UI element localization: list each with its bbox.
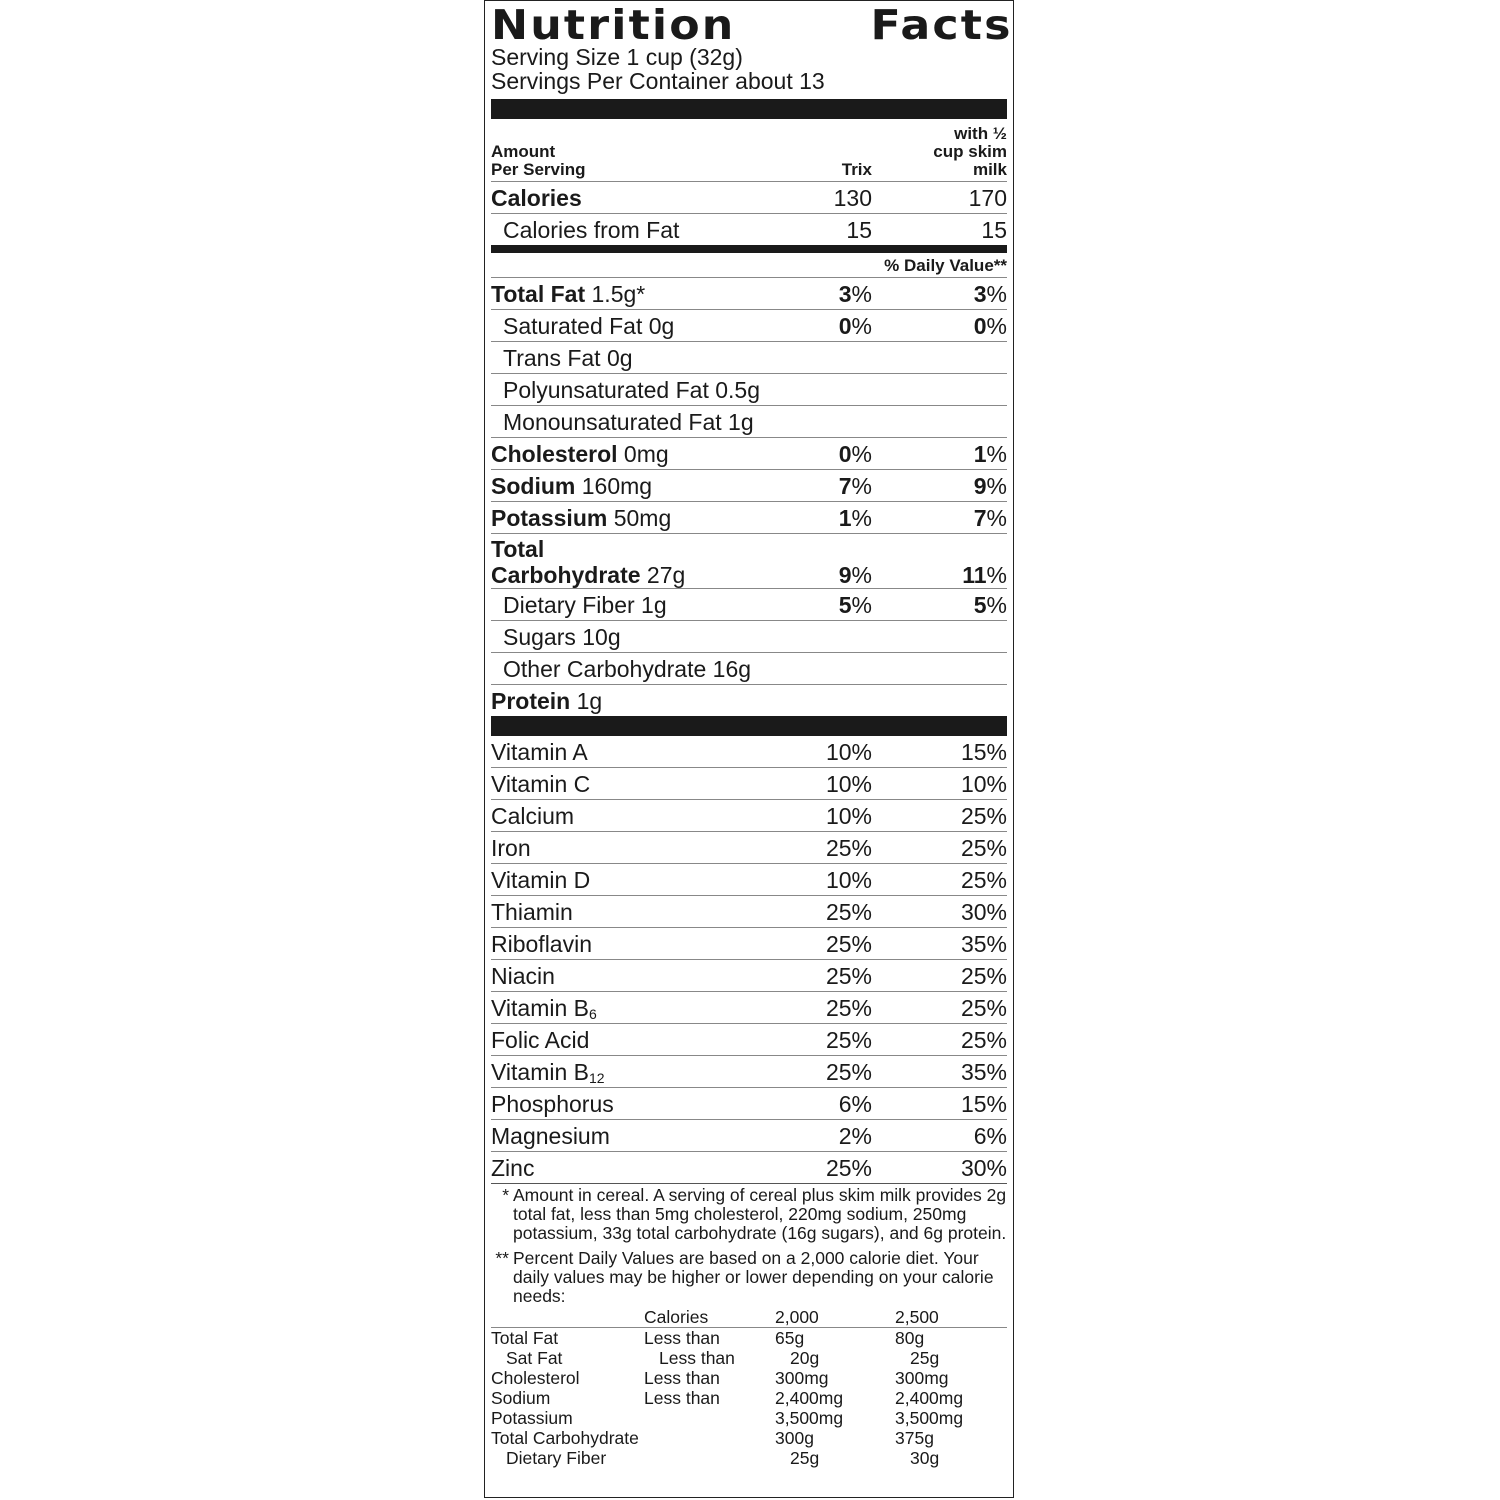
vitamin-name-text: Niacin: [491, 963, 555, 989]
dv-row-2000: 65g: [775, 1328, 805, 1348]
vitamin-row: [491, 832, 1007, 864]
dv-percent: %: [851, 281, 872, 307]
vitamin-name: [491, 1088, 752, 1119]
column-header: [491, 119, 1007, 182]
dv-table-row: [491, 1448, 1007, 1468]
vitamin-row: [491, 960, 1007, 992]
calories-from-fat-label: Calories from Fat: [503, 217, 680, 243]
dv-percent: %: [851, 562, 872, 588]
daily-value-table: [491, 1307, 1007, 1468]
col-milk-line1: with ½: [954, 124, 1007, 143]
vitamin-dv-trix: 25%: [825, 1155, 872, 1181]
divider-thick: [491, 99, 1007, 119]
dv-percent: %: [986, 505, 1007, 531]
vitamin-dv-trix: 25%: [825, 995, 872, 1021]
dv-number: 7: [838, 473, 852, 499]
vitamin-dv-milk: 35%: [960, 931, 1007, 957]
vitamin-name: [491, 928, 752, 959]
dv-row-name: Sat Fat: [506, 1348, 563, 1368]
vitamin-name-text: Vitamin C: [491, 771, 591, 797]
vitamin-dv-trix: 6%: [838, 1091, 872, 1117]
nutrient-amount: 1.5g*: [585, 281, 646, 307]
dv-row-2000: 2,400mg: [775, 1388, 844, 1408]
vitamin-name-text: Phosphorus: [491, 1091, 614, 1117]
vitamin-name-text: Vitamin B: [491, 995, 590, 1021]
col-milk-line3: milk: [972, 160, 1007, 179]
nutrient-amount: Monounsaturated Fat 1g: [503, 409, 754, 435]
nutrient-dv-trix: [752, 503, 872, 533]
vitamin-dv-milk: 30%: [960, 899, 1007, 925]
nutrient-row: [491, 374, 1007, 406]
nutrient-dv-trix: [752, 439, 872, 469]
nutrient-name: [491, 407, 754, 437]
divider-thick-vitamins: [491, 716, 1007, 736]
vitamin-row: [491, 864, 1007, 896]
nutrient-row: [491, 685, 1007, 716]
dv-row-2500: 300mg: [895, 1368, 949, 1388]
col-trix-header: Trix: [841, 160, 872, 179]
footnote-mark: *: [502, 1185, 509, 1205]
dv-number: 9: [838, 562, 852, 588]
vitamin-dv-milk: 15%: [960, 1091, 1007, 1117]
vitamin-name: [491, 736, 752, 767]
nutrient-amount: Polyunsaturated Fat 0.5g: [503, 377, 760, 403]
nutrient-row: [491, 310, 1007, 342]
nutrient-name: [491, 503, 752, 533]
dv-header-2500: 2,500: [895, 1307, 939, 1327]
dv-number: 1: [838, 505, 852, 531]
dv-header-calories: Calories: [644, 1307, 709, 1327]
vitamin-dv-milk: 25%: [960, 867, 1007, 893]
vitamin-dv-trix: 25%: [825, 1059, 872, 1085]
cff-milk: 15: [981, 217, 1007, 243]
col-milk-header: [872, 125, 1007, 179]
dv-row-name: Total Carbohydrate: [491, 1428, 639, 1448]
calories-from-fat-row: [491, 214, 1007, 245]
nutrient-dv-milk: [872, 590, 1007, 620]
nutrient-row: [491, 589, 1007, 621]
nutrient-dv-trix: [752, 471, 872, 501]
nutrient-name-bold: Total Fat: [491, 281, 586, 307]
vitamin-row: [491, 896, 1007, 928]
dv-header-blank: [491, 1307, 644, 1327]
dv-number: 3: [838, 281, 852, 307]
nutrient-name: [491, 622, 752, 652]
nutrient-dv-trix: [752, 279, 872, 309]
nutrient-dv-milk: [872, 311, 1007, 341]
footnotes: [491, 1186, 1007, 1306]
dv-table-row: [491, 1428, 1007, 1448]
divider-medium: [491, 245, 1007, 253]
dv-percent: %: [986, 562, 1007, 588]
vitamin-name-text: Magnesium: [491, 1123, 610, 1149]
servings-per-container: Servings Per Container about 13: [491, 68, 825, 94]
nutrient-row: [491, 621, 1007, 653]
footnote-2: [491, 1249, 1007, 1306]
vitamin-subscript: 12: [589, 1070, 605, 1086]
vitamin-dv-milk: 30%: [960, 1155, 1007, 1181]
nutrient-name: [491, 311, 752, 341]
dv-table-row: [491, 1328, 1007, 1348]
vitamin-row: [491, 736, 1007, 768]
dv-number: 5: [973, 592, 987, 618]
nutrient-name-bold: Potassium: [491, 505, 608, 531]
nutrient-row: [491, 278, 1007, 310]
dv-row-limit: Less than: [644, 1388, 720, 1408]
nutrient-dv-milk: [872, 279, 1007, 309]
vitamin-name: [491, 992, 752, 1023]
dv-row-name: Sodium: [491, 1388, 551, 1408]
vitamin-name: [491, 768, 752, 799]
dv-row-2000: 20g: [790, 1348, 820, 1368]
dv-table-body: [491, 1328, 1007, 1468]
nutrient-amount: 50mg: [607, 505, 672, 531]
nutrient-row: [491, 534, 1007, 589]
nutrient-dv-trix: [752, 311, 872, 341]
dv-row-2000: 25g: [790, 1448, 820, 1468]
dv-row-name: Total Fat: [491, 1328, 559, 1348]
dv-row-name: Dietary Fiber: [506, 1448, 607, 1468]
vitamin-dv-milk: 6%: [973, 1123, 1007, 1149]
dv-number: 3: [973, 281, 987, 307]
vitamin-dv-trix: 25%: [825, 835, 872, 861]
nutrient-name: [491, 279, 752, 309]
dv-table-row: [491, 1388, 1007, 1408]
vitamin-name: [491, 1120, 752, 1151]
nutrient-name: [491, 439, 752, 469]
nutrient-name-bold: Cholesterol: [491, 441, 618, 467]
footnote-mark: **: [495, 1248, 509, 1268]
nutrient-dv-milk: [872, 562, 1007, 588]
col-milk-line2: cup skim: [933, 142, 1007, 161]
dv-percent: %: [986, 592, 1007, 618]
vitamin-dv-milk: 25%: [960, 803, 1007, 829]
dv-number: 1: [973, 441, 987, 467]
dv-row-limit: Less than: [659, 1348, 735, 1368]
vitamin-dv-trix: 25%: [825, 899, 872, 925]
dv-percent: %: [986, 281, 1007, 307]
vitamin-name: [491, 832, 752, 863]
dv-table-row: [491, 1408, 1007, 1428]
vitamin-dv-milk: 25%: [960, 1027, 1007, 1053]
nutrient-row: [491, 653, 1007, 685]
vitamin-dv-milk: 15%: [960, 739, 1007, 765]
vitamin-name-text: Vitamin A: [491, 739, 588, 765]
nutrient-amount: Trans Fat 0g: [503, 345, 633, 371]
nutrient-dv-milk: [872, 471, 1007, 501]
nutrient-row: [491, 438, 1007, 470]
vitamin-name: [491, 960, 752, 991]
dv-row-2500: 2,400mg: [895, 1388, 964, 1408]
serving-size: Serving Size 1 cup (32g): [491, 44, 743, 70]
dv-row-limit: [659, 1448, 790, 1468]
nutrient-dv-trix: [752, 562, 872, 588]
title-right: Facts: [870, 1, 1013, 49]
nutrient-name: [491, 686, 752, 716]
footnote-1: [491, 1186, 1007, 1243]
dv-row-name: Cholesterol: [491, 1368, 580, 1388]
dv-header-2000: 2,000: [775, 1307, 819, 1327]
vitamin-name: [491, 1024, 752, 1055]
dv-number: 0: [838, 441, 852, 467]
nutrient-amount: 27g: [640, 562, 686, 588]
vitamin-row: [491, 1120, 1007, 1152]
vitamin-name-text: Riboflavin: [491, 931, 592, 957]
dv-number: 0: [973, 313, 987, 339]
vitamin-list: [491, 736, 1007, 1184]
dv-table-row: [491, 1348, 1007, 1368]
footnote-text: Amount in cereal. A serving of cereal plus skim milk provides 2g total fat, less than 5mg cholesterol, 220mg sodium, 250mg potassium, 33g total carbohydrate (16g sugars), and 6g protein.: [513, 1185, 1007, 1243]
vitamin-name: [491, 800, 752, 831]
vitamin-name: [491, 896, 752, 927]
dv-number: 9: [973, 473, 987, 499]
dv-row-name: Potassium: [491, 1408, 573, 1428]
dv-number: 0: [838, 313, 852, 339]
vitamin-subscript: 6: [589, 1006, 597, 1022]
vitamin-dv-trix: 25%: [825, 963, 872, 989]
cff-trix: 15: [846, 217, 872, 243]
dv-percent: %: [986, 313, 1007, 339]
calories-row: [491, 182, 1007, 214]
nutrient-amount: Other Carbohydrate 16g: [503, 656, 752, 682]
nutrient-name: [491, 654, 752, 684]
nutrient-name: [491, 590, 752, 620]
dv-percent: %: [986, 473, 1007, 499]
nutrient-name: [491, 375, 760, 405]
calories-label: Calories: [491, 185, 582, 211]
nutrient-name: [491, 343, 752, 373]
vitamin-row: [491, 928, 1007, 960]
per-serving-label: Per Serving: [491, 160, 586, 179]
vitamin-name: [491, 1152, 752, 1183]
nutrient-name-line1: Total: [491, 536, 545, 562]
nutrient-name: [491, 536, 752, 588]
nutrient-row: [491, 406, 1007, 438]
nutrient-row: [491, 342, 1007, 374]
nutrient-name-bold: Protein: [491, 688, 571, 714]
nutrient-name: [491, 471, 752, 501]
dv-percent: %: [851, 505, 872, 531]
nutrient-row: [491, 470, 1007, 502]
vitamin-name-text: Folic Acid: [491, 1027, 590, 1053]
vitamin-dv-trix: 25%: [825, 1027, 872, 1053]
nutrient-name-bold: Sodium: [491, 473, 576, 499]
nutrient-row: [491, 502, 1007, 534]
footnote-text: Percent Daily Values are based on a 2,000 calorie diet. Your daily values may be higher or lower depending on your calorie needs:: [513, 1248, 994, 1306]
vitamin-name-text: Vitamin D: [491, 867, 591, 893]
dv-row-2500: 80g: [895, 1328, 925, 1348]
nutrient-amount: Saturated Fat 0g: [503, 313, 675, 339]
dv-row-2000: 300g: [775, 1428, 814, 1448]
vitamin-row: [491, 800, 1007, 832]
vitamin-row: [491, 992, 1007, 1024]
nutrient-dv-trix: [752, 590, 872, 620]
vitamin-name-text: Iron: [491, 835, 531, 861]
vitamin-row: [491, 1056, 1007, 1088]
vitamin-name: [491, 864, 752, 895]
dv-row-limit: Less than: [644, 1368, 720, 1388]
vitamin-row: [491, 768, 1007, 800]
nutrient-amount: Dietary Fiber 1g: [503, 592, 667, 618]
dv-percent: %: [851, 441, 872, 467]
dv-row-2500: 375g: [895, 1428, 934, 1448]
calories-milk: 170: [968, 185, 1007, 211]
vitamin-dv-milk: 10%: [960, 771, 1007, 797]
dv-percent: %: [986, 441, 1007, 467]
nutrient-list: [491, 278, 1007, 716]
nutrition-facts-label: [484, 0, 1014, 1498]
vitamin-name-text: Thiamin: [491, 899, 573, 925]
dv-table-header: [491, 1307, 1007, 1328]
label-title: [491, 1, 1013, 49]
amount-label: Amount: [491, 142, 556, 161]
vitamin-row: [491, 1152, 1007, 1184]
vitamin-dv-milk: 25%: [960, 963, 1007, 989]
daily-value-header: % Daily Value**: [491, 253, 1007, 278]
dv-row-2000: 3,500mg: [775, 1408, 844, 1428]
nutrient-amount: 160mg: [575, 473, 653, 499]
vitamin-dv-trix: 10%: [825, 803, 872, 829]
vitamin-row: [491, 1024, 1007, 1056]
dv-row-limit: [644, 1428, 775, 1448]
vitamin-dv-trix: 25%: [825, 931, 872, 957]
vitamin-dv-trix: 10%: [825, 739, 872, 765]
vitamin-name: [491, 1056, 752, 1087]
dv-row-2500: 25g: [910, 1348, 940, 1368]
nutrient-name-bold: Carbohydrate: [491, 562, 641, 588]
vitamin-dv-milk: 35%: [960, 1059, 1007, 1085]
vitamin-dv-milk: 25%: [960, 835, 1007, 861]
nutrient-dv-milk: [872, 503, 1007, 533]
dv-row-limit: [644, 1408, 775, 1428]
vitamin-name-text: Vitamin B: [491, 1059, 590, 1085]
calories-trix: 130: [833, 185, 872, 211]
vitamin-dv-trix: 10%: [825, 771, 872, 797]
dv-row-limit: Less than: [644, 1328, 720, 1348]
dv-number: 5: [838, 592, 852, 618]
vitamin-dv-milk: 25%: [960, 995, 1007, 1021]
dv-number: 11: [962, 562, 987, 588]
dv-percent: %: [851, 313, 872, 339]
dv-percent: %: [851, 473, 872, 499]
dv-percent: %: [851, 592, 872, 618]
nutrient-amount: 1g: [570, 688, 603, 714]
vitamin-dv-trix: 10%: [825, 867, 872, 893]
dv-row-2500: 3,500mg: [895, 1408, 964, 1428]
dv-number: 7: [973, 505, 987, 531]
dv-table-row: [491, 1368, 1007, 1388]
title-left: Nutrition: [491, 1, 736, 49]
dv-row-2000: 300mg: [775, 1368, 829, 1388]
nutrient-amount: Sugars 10g: [503, 624, 621, 650]
vitamin-dv-trix: 2%: [838, 1123, 872, 1149]
nutrient-dv-milk: [872, 439, 1007, 469]
vitamin-row: [491, 1088, 1007, 1120]
nutrient-amount: 0mg: [617, 441, 669, 467]
vitamin-name-text: Zinc: [491, 1155, 535, 1181]
dv-row-2500: 30g: [910, 1448, 940, 1468]
vitamin-name-text: Calcium: [491, 803, 575, 829]
